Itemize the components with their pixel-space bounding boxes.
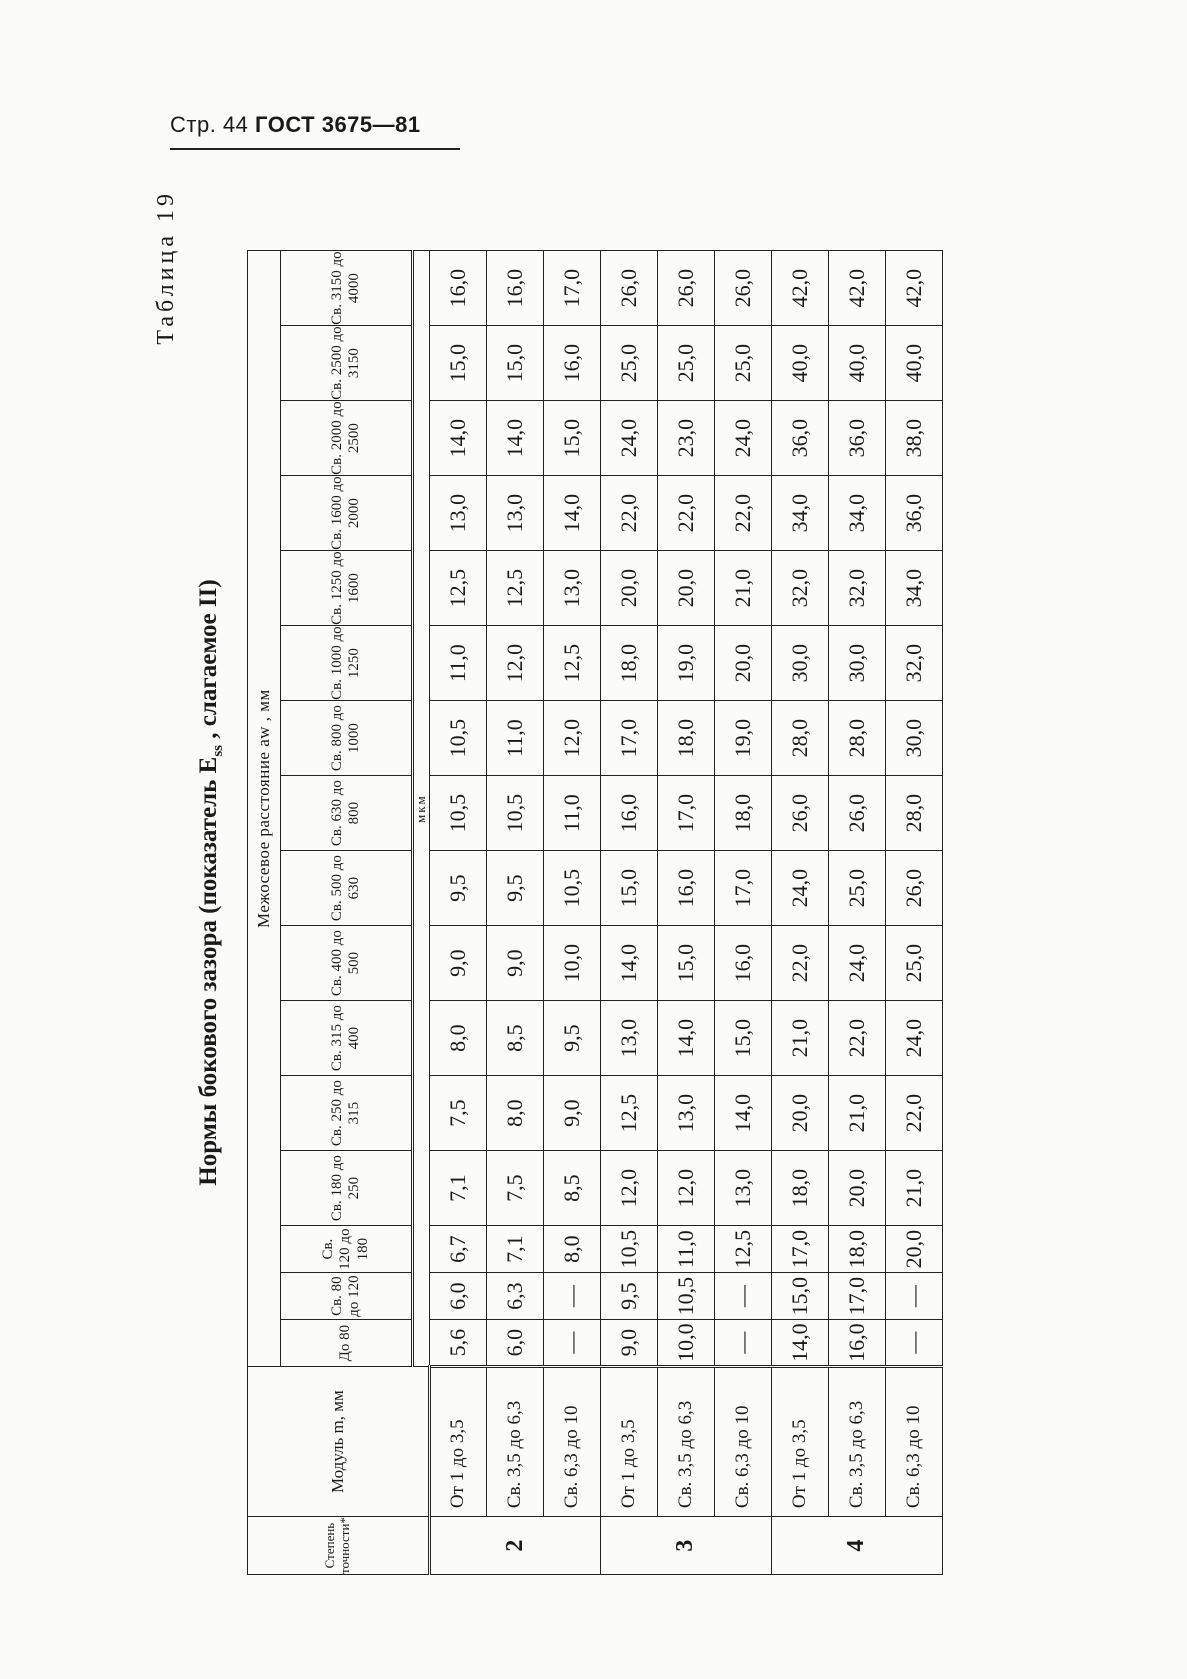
- column-header: Св. 180 до 250: [281, 1151, 413, 1226]
- value-cell: 7,1: [429, 1151, 486, 1226]
- module-cell: Св. 3,5 до 6,3: [486, 1367, 543, 1517]
- value-cell: 18,0: [600, 626, 657, 701]
- value-cell: 10,5: [600, 1226, 657, 1273]
- value-cell: 21,0: [771, 1001, 828, 1076]
- module-cell: Св. 3,5 до 6,3: [657, 1367, 714, 1517]
- value-cell: 20,0: [771, 1076, 828, 1151]
- value-cell: 12,0: [486, 626, 543, 701]
- grade-cell: 4: [771, 1517, 942, 1575]
- module-cell: От 1 до 3,5: [429, 1367, 486, 1517]
- value-cell: 14,0: [600, 926, 657, 1001]
- value-cell: 12,5: [486, 551, 543, 626]
- column-header: Св. 800 до 1000: [281, 701, 413, 776]
- column-header: Св. 1250 до 1600: [281, 551, 413, 626]
- center-distance-header: Межосевое расстояние aw , мм: [248, 251, 281, 1367]
- clearance-table: [247, 250, 943, 1575]
- column-header: Св. 2000 до 2500: [281, 401, 413, 476]
- value-cell: 9,0: [543, 1076, 600, 1151]
- value-cell: 15,0: [600, 851, 657, 926]
- page-label: Стр. 44: [170, 112, 249, 137]
- standard-code: ГОСТ 3675—81: [255, 112, 421, 137]
- value-cell: —: [543, 1273, 600, 1320]
- value-cell: 25,0: [657, 326, 714, 401]
- value-cell: 25,0: [714, 326, 771, 401]
- value-cell: 34,0: [885, 551, 942, 626]
- value-cell: 16,0: [486, 251, 543, 326]
- value-cell: 20,0: [600, 551, 657, 626]
- value-cell: 13,0: [657, 1076, 714, 1151]
- value-cell: 8,0: [429, 1001, 486, 1076]
- module-cell: Св. 6,3 до 10: [714, 1367, 771, 1517]
- value-cell: 12,0: [600, 1151, 657, 1226]
- value-cell: 18,0: [771, 1151, 828, 1226]
- module-cell: От 1 до 3,5: [771, 1367, 828, 1517]
- module-cell: От 1 до 3,5: [600, 1367, 657, 1517]
- value-cell: 17,0: [828, 1273, 885, 1320]
- value-cell: 28,0: [828, 701, 885, 776]
- grade-cell: 3: [600, 1517, 771, 1575]
- table-row: [828, 251, 885, 1575]
- value-cell: 12,5: [600, 1076, 657, 1151]
- value-cell: 30,0: [771, 626, 828, 701]
- value-cell: 17,0: [600, 701, 657, 776]
- table-row: [885, 251, 942, 1575]
- value-cell: 6,0: [486, 1320, 543, 1367]
- value-cell: 8,5: [486, 1001, 543, 1076]
- table-wrapper: [247, 250, 943, 1575]
- table-row: [600, 251, 657, 1575]
- value-cell: 28,0: [771, 701, 828, 776]
- value-cell: 24,0: [771, 851, 828, 926]
- table-row: [714, 251, 771, 1575]
- column-header: Св. 120 до 180: [281, 1226, 413, 1273]
- value-cell: 24,0: [714, 401, 771, 476]
- value-cell: 14,0: [486, 401, 543, 476]
- table-row: [657, 251, 714, 1575]
- value-cell: 24,0: [600, 401, 657, 476]
- value-cell: 42,0: [828, 251, 885, 326]
- value-cell: 20,0: [885, 1226, 942, 1273]
- value-cell: 25,0: [885, 926, 942, 1001]
- value-cell: 20,0: [828, 1151, 885, 1226]
- value-cell: 9,0: [429, 926, 486, 1001]
- grade-cell: 2: [429, 1517, 600, 1575]
- value-cell: 16,0: [543, 326, 600, 401]
- value-cell: 9,5: [486, 851, 543, 926]
- value-cell: 12,5: [543, 626, 600, 701]
- value-cell: 23,0: [657, 401, 714, 476]
- value-cell: 13,0: [714, 1151, 771, 1226]
- value-cell: 15,0: [771, 1273, 828, 1320]
- value-cell: 24,0: [828, 926, 885, 1001]
- value-cell: —: [885, 1320, 942, 1367]
- value-cell: 11,0: [543, 776, 600, 851]
- value-cell: 9,5: [600, 1273, 657, 1320]
- table-body: [429, 251, 942, 1575]
- column-header: Св. 80 до 120: [281, 1273, 413, 1320]
- value-cell: 30,0: [885, 701, 942, 776]
- value-cell: 26,0: [714, 251, 771, 326]
- value-cell: 11,0: [486, 701, 543, 776]
- value-cell: 28,0: [885, 776, 942, 851]
- value-cell: 8,5: [543, 1151, 600, 1226]
- value-cell: 34,0: [828, 476, 885, 551]
- value-cell: 30,0: [828, 626, 885, 701]
- value-cell: —: [714, 1320, 771, 1367]
- value-cell: 7,1: [486, 1226, 543, 1273]
- table-number: Таблица 19: [153, 190, 179, 345]
- value-cell: 15,0: [429, 326, 486, 401]
- table-row: [429, 251, 486, 1575]
- value-cell: 7,5: [486, 1151, 543, 1226]
- value-cell: 15,0: [657, 926, 714, 1001]
- value-cell: 17,0: [771, 1226, 828, 1273]
- value-cell: 16,0: [714, 926, 771, 1001]
- value-cell: 6,0: [429, 1273, 486, 1320]
- column-header: Св. 400 до 500: [281, 926, 413, 1001]
- column-header: Св. 2500 до 3150: [281, 326, 413, 401]
- value-cell: —: [885, 1273, 942, 1320]
- value-cell: 20,0: [714, 626, 771, 701]
- value-cell: 10,5: [486, 776, 543, 851]
- value-cell: 22,0: [771, 926, 828, 1001]
- column-header: Св. 630 до 800: [281, 776, 413, 851]
- value-cell: 18,0: [714, 776, 771, 851]
- value-cell: 36,0: [771, 401, 828, 476]
- value-cell: 26,0: [657, 251, 714, 326]
- value-cell: 17,0: [657, 776, 714, 851]
- title-main: Нормы бокового зазора (показатель E: [195, 756, 222, 1186]
- value-cell: 12,5: [429, 551, 486, 626]
- value-cell: 13,0: [543, 551, 600, 626]
- value-cell: 20,0: [657, 551, 714, 626]
- value-cell: 11,0: [429, 626, 486, 701]
- value-cell: 15,0: [543, 401, 600, 476]
- value-cell: 21,0: [714, 551, 771, 626]
- header-rule: [170, 148, 460, 150]
- value-cell: 22,0: [600, 476, 657, 551]
- value-cell: 13,0: [429, 476, 486, 551]
- value-cell: 34,0: [771, 476, 828, 551]
- module-header: Модуль m, мм: [248, 1367, 430, 1517]
- value-cell: 9,5: [543, 1001, 600, 1076]
- value-cell: 18,0: [657, 701, 714, 776]
- column-header: Св. 1600 до 2000: [281, 476, 413, 551]
- value-cell: 15,0: [714, 1001, 771, 1076]
- value-cell: 16,0: [828, 1320, 885, 1367]
- value-cell: 9,0: [486, 926, 543, 1001]
- value-cell: 14,0: [429, 401, 486, 476]
- value-cell: 8,0: [486, 1076, 543, 1151]
- value-cell: 14,0: [543, 476, 600, 551]
- value-cell: 42,0: [885, 251, 942, 326]
- value-cell: 8,0: [543, 1226, 600, 1273]
- value-cell: 15,0: [486, 326, 543, 401]
- value-cell: 10,0: [543, 926, 600, 1001]
- title-end: , слагаемое II): [195, 579, 222, 739]
- value-cell: 22,0: [828, 1001, 885, 1076]
- rotated-table-block: [153, 190, 1125, 1575]
- value-cell: 14,0: [657, 1001, 714, 1076]
- value-cell: 24,0: [885, 1001, 942, 1076]
- table-row: [486, 251, 543, 1575]
- module-cell: Св. 6,3 до 10: [885, 1367, 942, 1517]
- value-cell: 40,0: [828, 326, 885, 401]
- value-cell: 40,0: [771, 326, 828, 401]
- value-cell: 10,5: [657, 1273, 714, 1320]
- value-cell: 6,7: [429, 1226, 486, 1273]
- value-cell: 9,0: [600, 1320, 657, 1367]
- value-cell: 42,0: [771, 251, 828, 326]
- value-cell: 17,0: [714, 851, 771, 926]
- table-title: [195, 190, 227, 1575]
- value-cell: 11,0: [657, 1226, 714, 1273]
- column-header: Св. 500 до 630: [281, 851, 413, 926]
- value-cell: 7,5: [429, 1076, 486, 1151]
- value-cell: 12,0: [657, 1151, 714, 1226]
- value-cell: 10,5: [429, 776, 486, 851]
- grade-header: Степень точности*: [248, 1517, 430, 1575]
- column-header: Св. 1000 до 1250: [281, 626, 413, 701]
- value-cell: 18,0: [828, 1226, 885, 1273]
- value-cell: 32,0: [771, 551, 828, 626]
- value-cell: 14,0: [714, 1076, 771, 1151]
- value-cell: 32,0: [828, 551, 885, 626]
- column-header: Св. 315 до 400: [281, 1001, 413, 1076]
- value-cell: 22,0: [885, 1076, 942, 1151]
- value-cell: 22,0: [657, 476, 714, 551]
- column-header: Св. 250 до 315: [281, 1076, 413, 1151]
- value-cell: 26,0: [828, 776, 885, 851]
- value-cell: 21,0: [828, 1076, 885, 1151]
- title-subscript: ss: [210, 744, 226, 757]
- value-cell: —: [714, 1273, 771, 1320]
- value-cell: 32,0: [885, 626, 942, 701]
- value-cell: 26,0: [771, 776, 828, 851]
- value-cell: 38,0: [885, 401, 942, 476]
- value-cell: 25,0: [828, 851, 885, 926]
- value-cell: 5,6: [429, 1320, 486, 1367]
- value-cell: 40,0: [885, 326, 942, 401]
- table-row: [543, 251, 600, 1575]
- column-header: Св. 3150 до 4000: [281, 251, 413, 326]
- value-cell: 16,0: [600, 776, 657, 851]
- value-cell: 19,0: [657, 626, 714, 701]
- value-cell: 16,0: [657, 851, 714, 926]
- value-cell: 21,0: [885, 1151, 942, 1226]
- module-cell: Св. 3,5 до 6,3: [828, 1367, 885, 1517]
- value-cell: 9,5: [429, 851, 486, 926]
- value-cell: 36,0: [828, 401, 885, 476]
- value-cell: 6,3: [486, 1273, 543, 1320]
- value-cell: 26,0: [885, 851, 942, 926]
- unit-label: мкм: [413, 251, 430, 1367]
- value-cell: 26,0: [600, 251, 657, 326]
- value-cell: —: [543, 1320, 600, 1367]
- value-cell: 10,0: [657, 1320, 714, 1367]
- value-cell: 17,0: [543, 251, 600, 326]
- value-cell: 13,0: [600, 1001, 657, 1076]
- value-cell: 13,0: [486, 476, 543, 551]
- value-cell: 14,0: [771, 1320, 828, 1367]
- value-cell: 36,0: [885, 476, 942, 551]
- value-cell: 22,0: [714, 476, 771, 551]
- value-cell: 19,0: [714, 701, 771, 776]
- page-header: [170, 112, 421, 138]
- value-cell: 16,0: [429, 251, 486, 326]
- value-cell: 12,0: [543, 701, 600, 776]
- value-cell: 12,5: [714, 1226, 771, 1273]
- table-row: [771, 251, 828, 1575]
- value-cell: 10,5: [429, 701, 486, 776]
- module-cell: Св. 6,3 до 10: [543, 1367, 600, 1517]
- column-header: До 80: [281, 1320, 413, 1367]
- value-cell: 25,0: [600, 326, 657, 401]
- value-cell: 10,5: [543, 851, 600, 926]
